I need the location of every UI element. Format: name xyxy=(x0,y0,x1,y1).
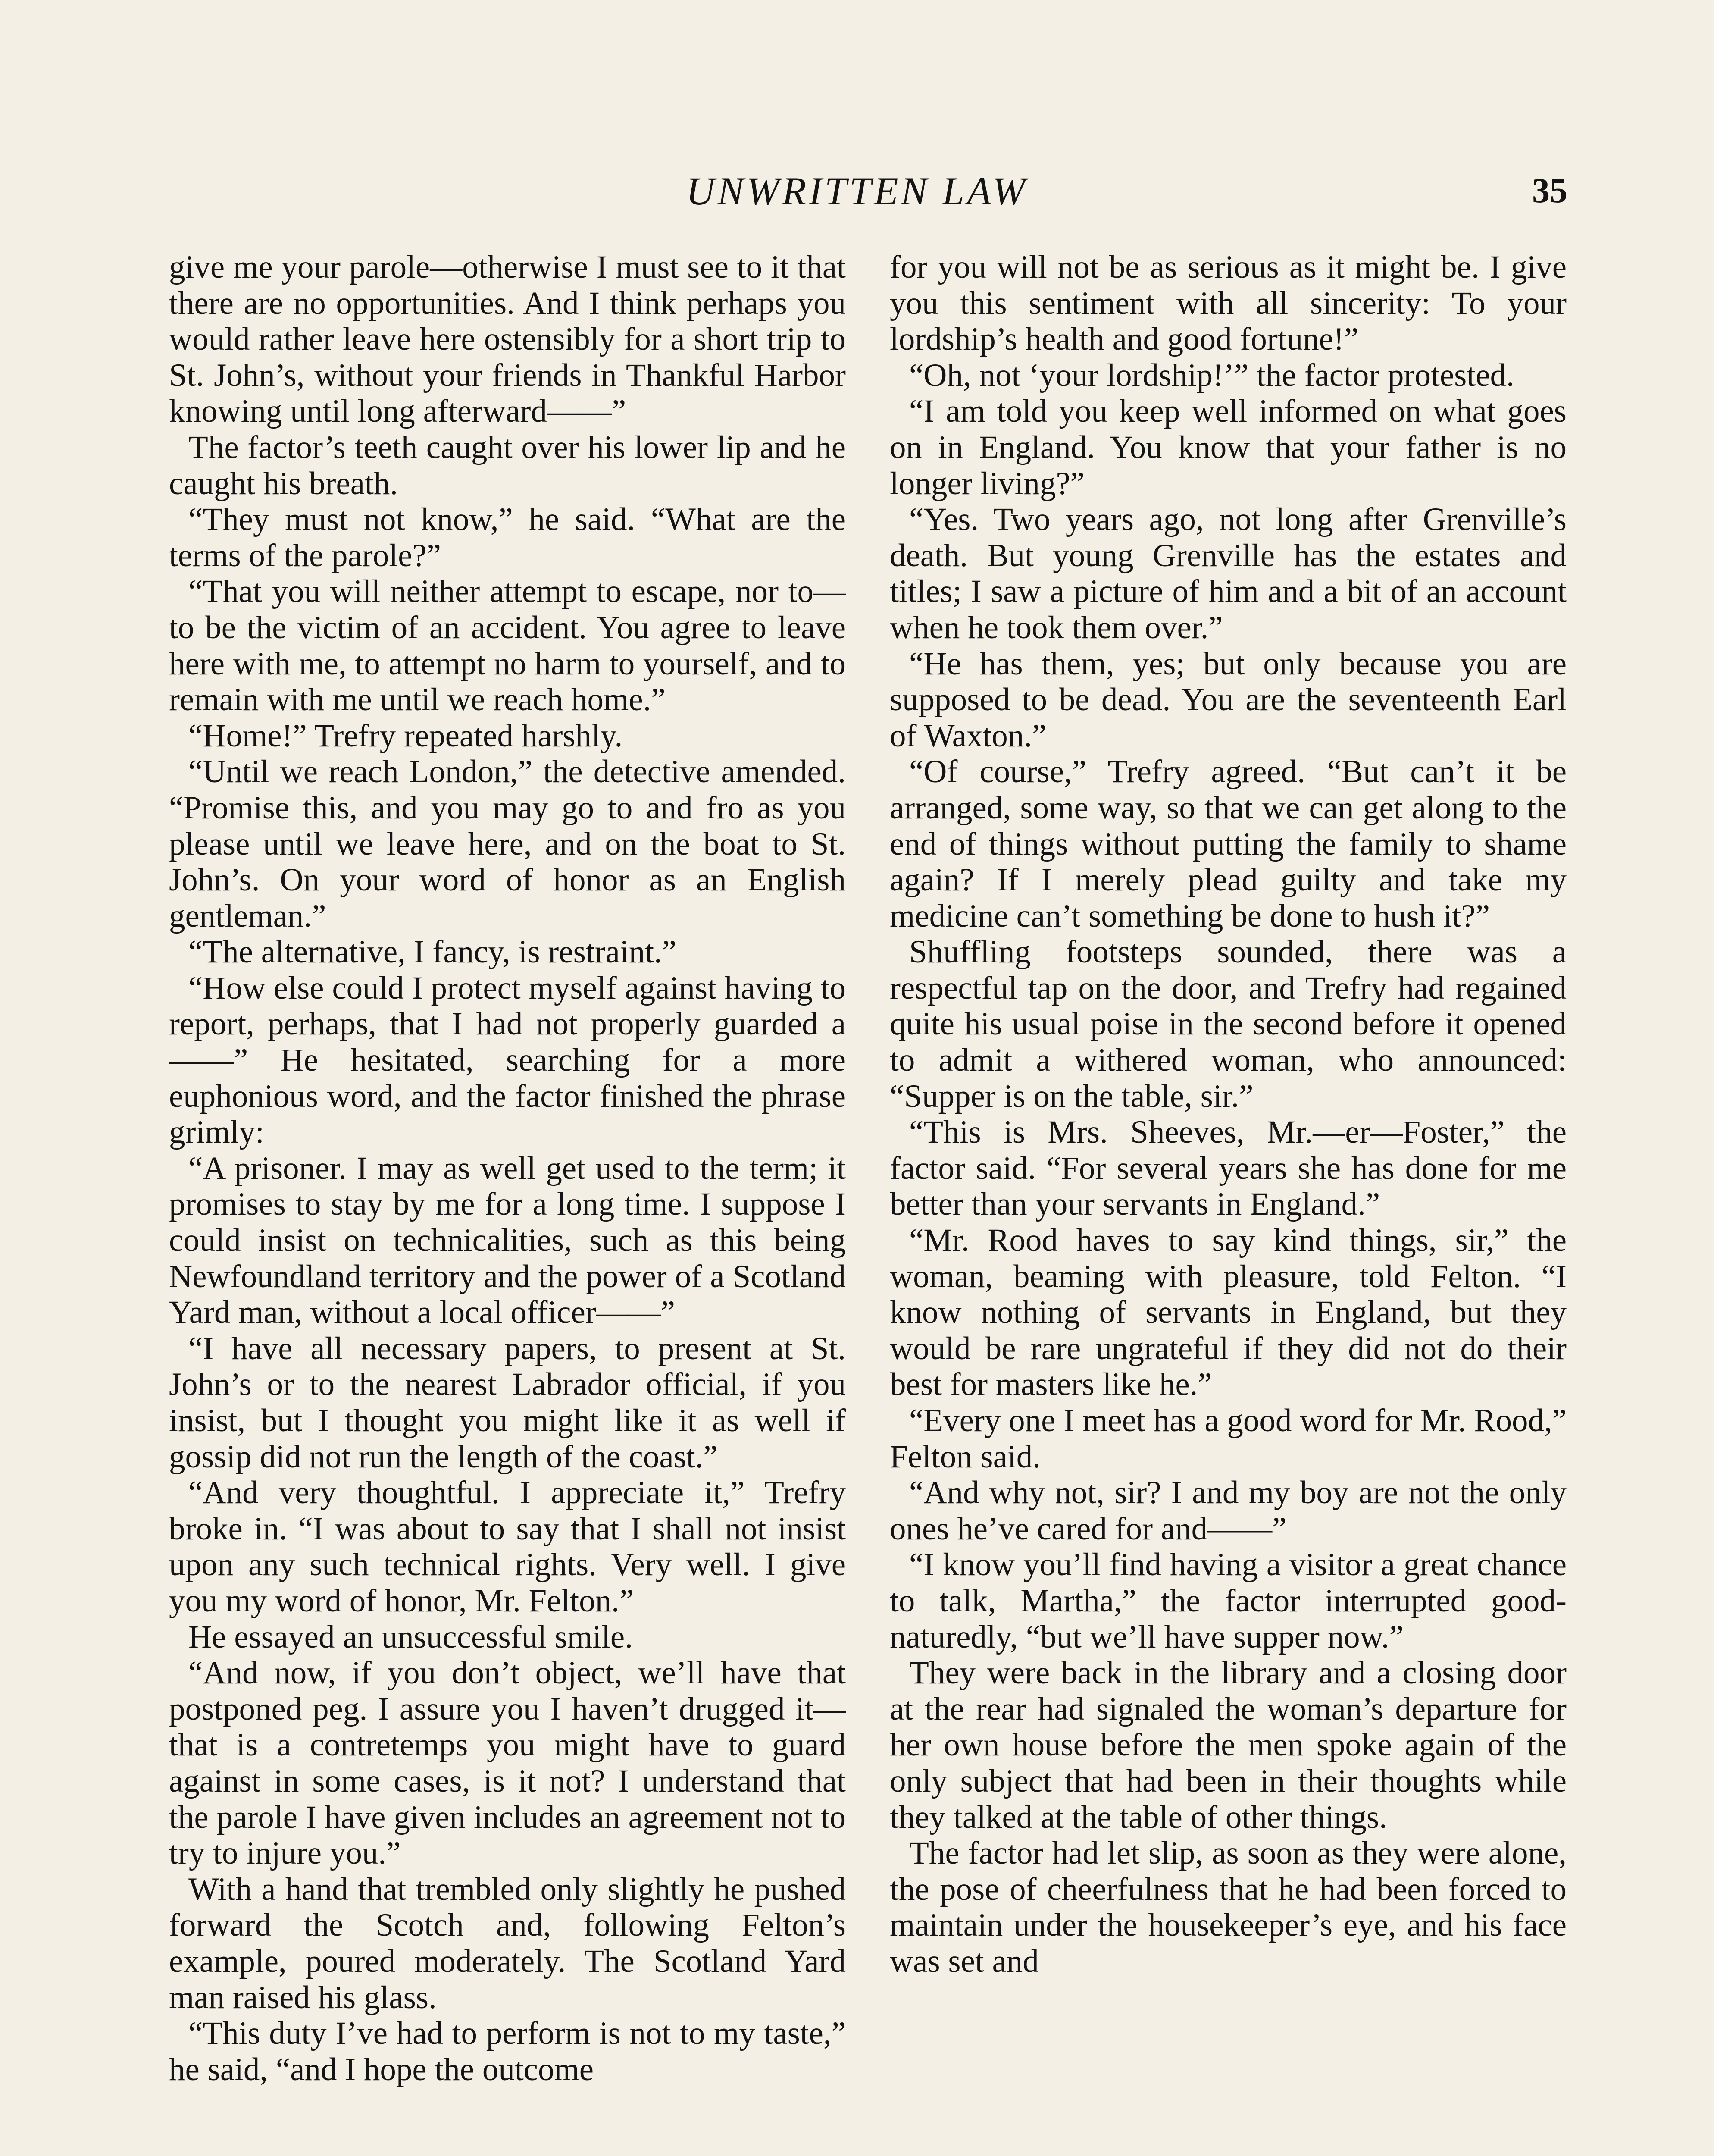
paragraph: “He has them, yes; but only because you are supposed to be dead. You are the seventeenth Earl of Waxton.” xyxy=(890,646,1567,754)
paragraph: “A prisoner. I may as well get used to the term; it promises to stay by me for a long time. I suppose I could insist on technicalities, such as this being Newfoundland territory and the power of a Scotland Yard man, without a local officer——” xyxy=(169,1150,846,1331)
paragraph: “And very thoughtful. I appreciate it,” Trefry broke in. “I was about to say that I shall not insist upon any such technical rights. Very well. I give you my word of honor, Mr. Felton.” xyxy=(169,1475,846,1619)
paragraph: for you will not be as serious as it might be. I give you this sentiment with all sincerity: To your lordship’s health and good fortune!” xyxy=(890,249,1567,357)
paragraph: “And now, if you don’t object, we’ll have that postponed peg. I assure you I haven’t drugged it—that is a contretemps you might have to guard against in some cases, is it not? I understand that the parole I have given includes an agreement not to try to injure you.” xyxy=(169,1655,846,1871)
paragraph: give me your parole—otherwise I must see to it that there are no opportunities. And I think perhaps you would rather leave here ostensibly for a short trip to St. John’s, without your friends in Thankful Harbor knowing until long afterward——” xyxy=(169,249,846,429)
paragraph: With a hand that trembled only slightly he pushed forward the Scotch and, following Felton’s example, poured moderately. The Scotland Yard man raised his glass. xyxy=(169,1871,846,2015)
paragraph: He essayed an unsuccessful smile. xyxy=(188,1619,633,1655)
paragraph: “How else could I protect myself against having to report, perhaps, that I had not properly guarded a——” He hesitated, searching for a more euphonious word, and the factor finished the phrase grimly: xyxy=(169,970,846,1150)
paragraph: Shuffling footsteps sounded, there was a respectful tap on the door, and Trefry had regained quite his usual poise in the second before it opened to admit a withered woman, who announced: “Supper is on the table, sir.” xyxy=(890,934,1567,1114)
paragraph: “Of course,” Trefry agreed. “But can’t it be arranged, some way, so that we can get along to the end of things without putting the family to shame again? If I merely plead guilty and take my medicine can’t something be done to hush it?” xyxy=(890,754,1567,934)
paragraph: “Oh, not ‘your lordship!’” the factor protested. xyxy=(909,357,1514,393)
paragraph: “Mr. Rood haves to say kind things, sir,” the woman, beaming with pleasure, told Felton. “I know nothing of servants in England, but they would be rare ungrateful if they did not do their best for masters like he.” xyxy=(890,1222,1567,1403)
paragraph: They were back in the library and a closing door at the rear had signaled the woman’s departure for her own house before the men spoke again of the only subject that had been in their thoughts while they talked at the table of other things. xyxy=(890,1655,1567,1835)
paragraph: “This is Mrs. Sheeves, Mr.—er—Foster,” the factor said. “For several years she has done for me better than your servants in England.” xyxy=(890,1114,1567,1222)
paragraph: “Yes. Two years ago, not long after Grenville’s death. But young Grenville has the estates and titles; I saw a picture of him and a bit of an account when he took them over.” xyxy=(890,501,1567,646)
paragraph: “This duty I’ve had to perform is not to my taste,” he said, “and I hope the outcome xyxy=(169,2015,846,2087)
running-title: UNWRITTEN LAW xyxy=(686,169,1028,213)
paragraph: “And why not, sir? I and my boy are not the only ones he’ve cared for and——” xyxy=(890,1475,1567,1547)
paragraph: The factor’s teeth caught over his lower lip and he caught his breath. xyxy=(169,429,846,501)
paragraph: “I know you’ll find having a visitor a great chance to talk, Martha,” the factor interrupted good-naturedly, “but we’ll have supper now.” xyxy=(890,1547,1567,1655)
paragraph: “I have all necessary papers, to present at St. John’s or to the nearest Labrador official, if you insist, but I thought you might like it as well if gossip did not run the length of the coast.” xyxy=(169,1330,846,1475)
paragraph: The factor had let slip, as soon as they were alone, the pose of cheerfulness that he had been forced to maintain under the housekeeper’s eye, and his face was set and xyxy=(890,1835,1567,1979)
right-text-column xyxy=(890,249,1567,1980)
paragraph: “The alternative, I fancy, is restraint.” xyxy=(188,934,677,970)
paragraph: “That you will neither attempt to escape, nor to—to be the victim of an accident. You agree to leave here with me, to attempt no harm to yourself, and to remain with me until we reach home.” xyxy=(169,573,846,718)
paragraph: “Until we reach London,” the detective amended. “Promise this, and you may go to and fro as you please until we leave here, and on the boat to St. John’s. On your word of honor as an English gentleman.” xyxy=(169,754,846,934)
paragraph: “Every one I meet has a good word for Mr. Rood,” Felton said. xyxy=(890,1403,1567,1475)
left-text-column xyxy=(169,249,846,2087)
paragraph: “They must not know,” he said. “What are the terms of the parole?” xyxy=(169,501,846,573)
page-number: 35 xyxy=(1532,171,1567,210)
paragraph: “Home!” Trefry repeated harshly. xyxy=(188,718,623,754)
paragraph: “I am told you keep well informed on what goes on in England. You know that your father is no longer living?” xyxy=(890,393,1567,501)
